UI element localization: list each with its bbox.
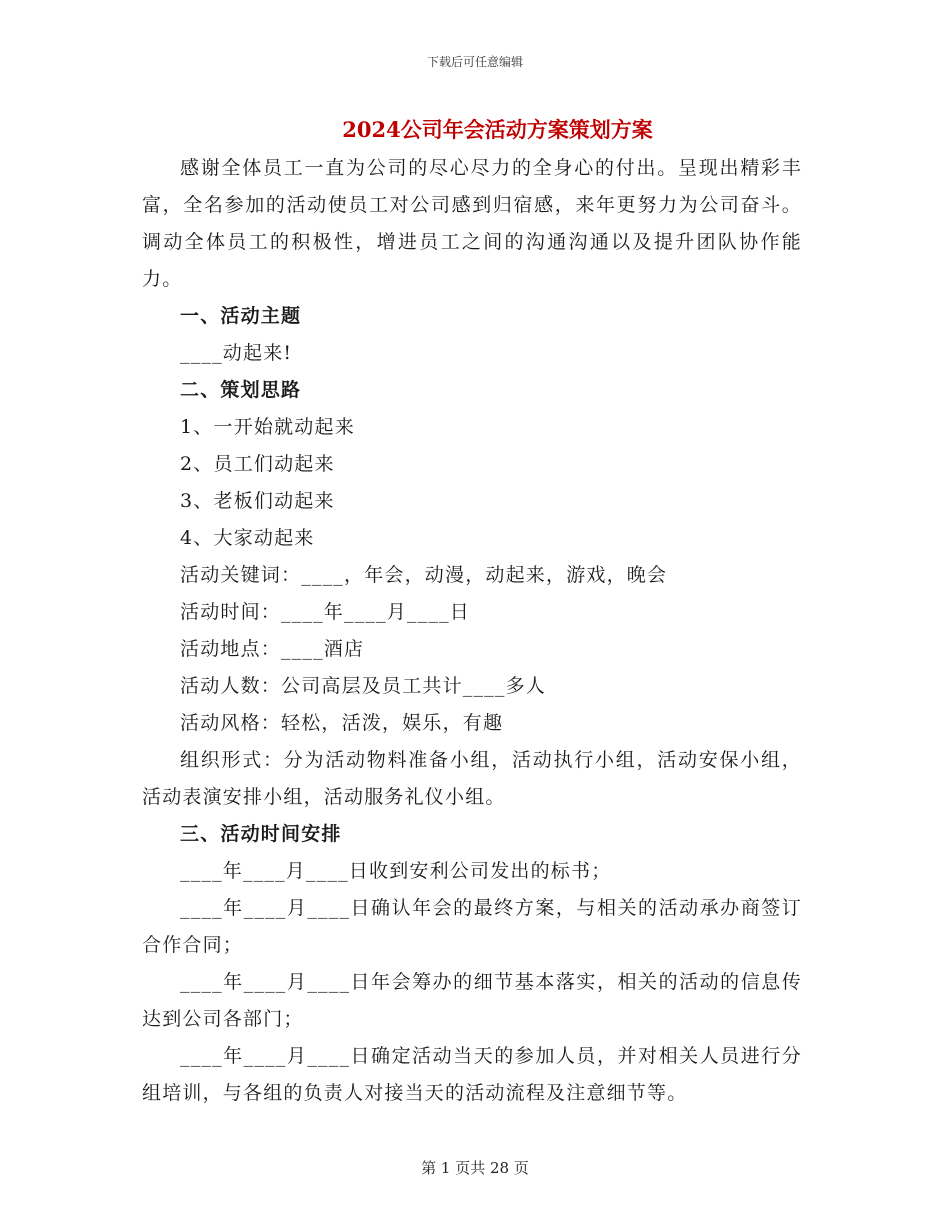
section-heading-theme: 一、活动主题	[180, 305, 302, 327]
schedule-item-3: ____年____月____日年会筹办的细节基本落实，相关的活动的信息传达到公司各部门；	[142, 971, 802, 1030]
activity-organization: 组织形式：分为活动物料准备小组，活动执行小组，活动安保小组，活动表演安排小组，活动服务礼仪小组。	[142, 749, 802, 808]
activity-people: 活动人数：公司高层及员工共计____多人	[180, 675, 547, 697]
planning-item-3: 3、老板们动起来	[180, 490, 335, 512]
planning-item-4: 4、大家动起来	[180, 527, 315, 549]
planning-item-2: 2、员工们动起来	[180, 453, 335, 475]
header-note: 下载后可任意编辑	[426, 55, 523, 69]
activity-time: 活动时间：____年____月____日	[180, 601, 471, 623]
schedule-item-1: ____年____月____日收到安利公司发出的标书；	[180, 860, 612, 882]
intro-paragraph: 感谢全体员工一直为公司的尽心尽力的全身心的付出。呈现出精彩丰富，全名参加的活动使员工对公司感到归宿感，来年更努力为公司奋斗。调动全体员工的积极性，增进员工之间的沟通沟通以及提升团队协作能力。	[142, 157, 802, 290]
document-body	[142, 150, 802, 1112]
page-footer: 第 1 页共 28 页	[421, 1159, 529, 1177]
activity-style: 活动风格：轻松，活泼，娱乐，有趣	[180, 712, 504, 734]
planning-item-1: 1、一开始就动起来	[180, 416, 355, 438]
activity-keywords: 活动关键词：____，年会，动漫，动起来，游戏，晚会	[180, 564, 668, 586]
activity-place: 活动地点：____酒店	[180, 638, 365, 660]
schedule-item-4: ____年____月____日确定活动当天的参加人员，并对相关人员进行分组培训，与各组的负责人对接当天的活动流程及注意细节等。	[142, 1045, 802, 1104]
section-heading-schedule: 三、活动时间安排	[180, 823, 342, 845]
schedule-item-2: ____年____月____日确认年会的最终方案，与相关的活动承办商签订合作合同；	[142, 897, 802, 956]
section-heading-planning: 二、策划思路	[180, 379, 302, 401]
document-title: 2024公司年会活动方案策划方案	[342, 117, 653, 142]
theme-text: ____动起来!	[180, 342, 293, 364]
